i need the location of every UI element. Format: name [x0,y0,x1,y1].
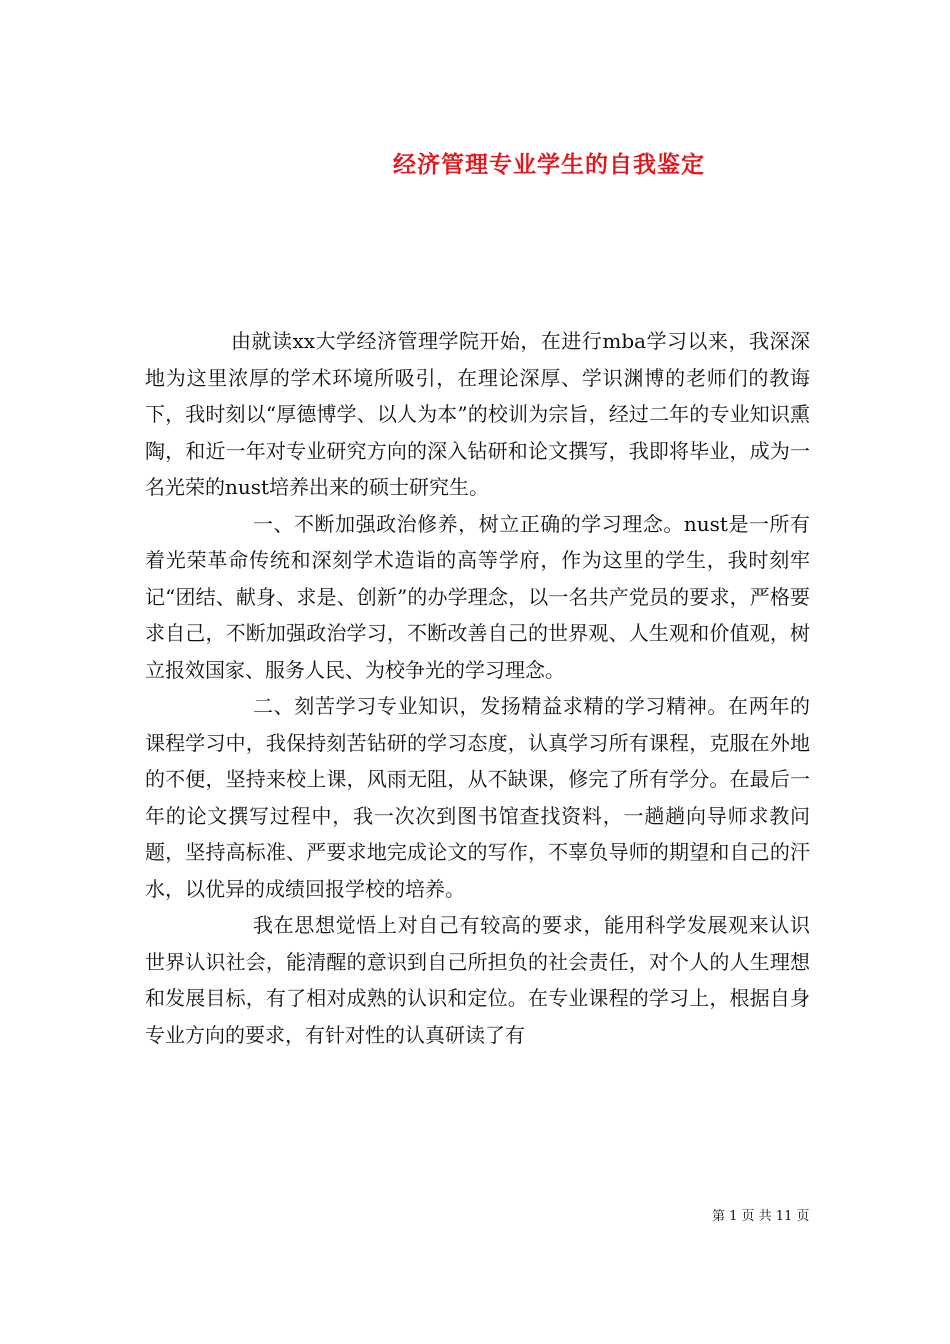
paragraph-political: 一、不断加强政治修养，树立正确的学习理念。nust是一所有着光荣革命传统和深刻学术造诣的高等学府，作为这里的学生，我时刻牢记“团结、献身、求是、创新”的办学理念，以一名共产党员的要求，严格要求自己，不断加强政治学习，不断改善自己的世界观、人生观和价值观，树立报效国家、服务人民、为校争光的学习理念。 [145,511,810,682]
document-title: 经济管理专业学生的自我鉴定 [393,151,705,179]
paragraph-study: 二、刻苦学习专业知识，发扬精益求精的学习精神。在两年的课程学习中，我保持刻苦钻研的学习态度，认真学习所有课程，克服在外地的不便，坚持来校上课，风雨无阻，从不缺课，修完了所有学分。在最后一年的论文撰写过程中，我一次次到图书馆查找资料，一趟趟向导师求教问题，坚持高标准、严要求地完成论文的写作，不辜负导师的期望和自己的汗水，以优异的成绩回报学校的培养。 [145,694,810,901]
document-body [145,323,810,1053]
paragraph-intro: 由就读xx大学经济管理学院开始，在进行mba学习以来，我深深地为这里浓厚的学术环境所吸引，在理论深厚、学识渊博的老师们的教诲下，我时刻以“厚德博学、以人为本”的校训为宗旨，经过二年的专业知识熏陶，和近一年对专业研究方向的深入钻研和论文撰写，我即将毕业，成为一名光荣的nust培养出来的硕士研究生。 [145,329,810,499]
paragraph-ideology: 我在思想觉悟上对自己有较高的要求，能用科学发展观来认识世界认识社会，能清醒的意识到自己所担负的社会责任，对个人的人生理想和发展目标，有了相对成熟的认识和定位。在专业课程的学习上，根据自身专业方向的要求，有针对性的认真研读了有 [145,913,810,1047]
page-number: 第 1 页 共 11 页 [712,1209,810,1224]
